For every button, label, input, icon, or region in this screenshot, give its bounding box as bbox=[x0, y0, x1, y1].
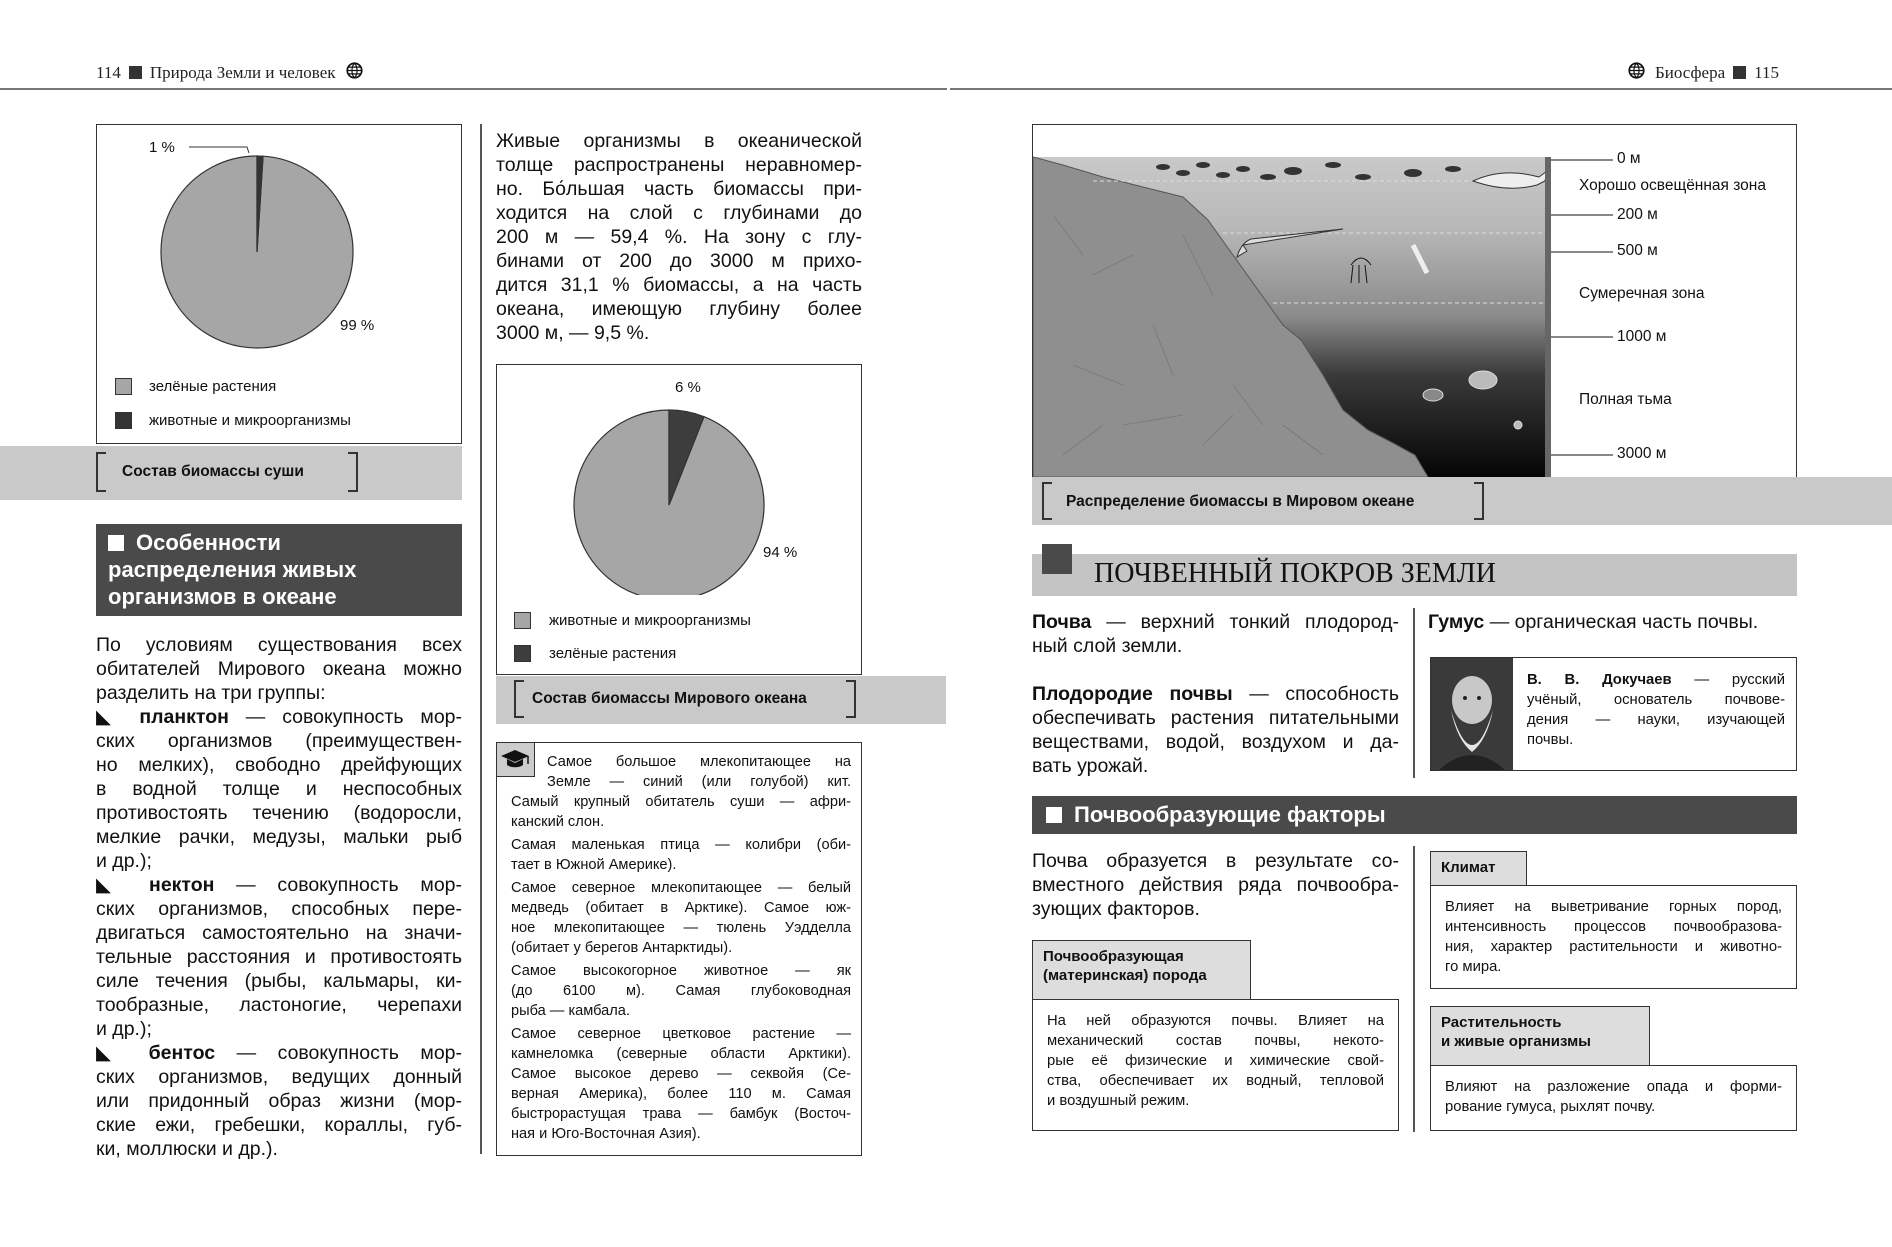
text-line: или придонный образ жизни (мор- bbox=[96, 1090, 462, 1112]
term-nekton: нектон bbox=[149, 874, 215, 896]
right-page-number: 115 bbox=[1754, 63, 1780, 82]
text-line: обитателей Мирового океана можно bbox=[96, 658, 462, 680]
pie-label-small: 6 % bbox=[675, 379, 701, 396]
term-soil: Почва bbox=[1032, 611, 1092, 633]
text-line: противостоять течению (водоросли, bbox=[96, 802, 462, 824]
text-line: толще распространены неравномер- bbox=[496, 154, 862, 176]
heading-square-icon bbox=[1046, 807, 1062, 823]
land-biomass-chart bbox=[96, 124, 462, 444]
text-line: — совокупность мор- bbox=[215, 1042, 463, 1064]
term-benthos: бентос bbox=[148, 1042, 216, 1064]
heading-line-1: Особенности bbox=[136, 530, 281, 555]
text-line: но мелких), свободно дрейфующих bbox=[96, 754, 462, 776]
text-line: рые её физические и химические свой- bbox=[1047, 1053, 1384, 1069]
header-square-icon bbox=[129, 66, 142, 79]
text-line: ходится на слой с глубинами до bbox=[496, 202, 862, 224]
text-line: го мира. bbox=[1445, 959, 1502, 975]
text-line: ских организмов (преимуществен- bbox=[96, 730, 462, 752]
text-line: Влияет на выветривание горных пород, bbox=[1445, 899, 1782, 915]
legend-label-green-plants: зелёные растения bbox=[549, 645, 677, 662]
text-line: силе течения (рыбы, кальмары, ки- bbox=[96, 970, 462, 992]
text-line: Самый крупный обитатель суши — афри- bbox=[511, 794, 851, 810]
text-line: быстрорастущая трава — бамбук (Восточ- bbox=[511, 1106, 851, 1122]
heading-line-3: организмов в океане bbox=[108, 584, 337, 609]
pie-leader-line bbox=[189, 147, 249, 153]
text-line: мелкие рачки, медузы, мальки рыб bbox=[96, 826, 462, 848]
text-line: вместного действия ряда почвообра- bbox=[1032, 874, 1399, 896]
climate-tag bbox=[1430, 851, 1527, 886]
legend-swatch-animals bbox=[115, 412, 132, 429]
ocean-pie-chart bbox=[497, 365, 863, 595]
soil-chapter-title: ПОЧВЕННЫЙ ПОКРОВ ЗЕМЛИ bbox=[1094, 558, 1496, 589]
text-line: в водной толще и неспособных bbox=[96, 778, 462, 800]
text-line: камнеломка (северные области Арктики). bbox=[511, 1046, 851, 1062]
legend-swatch-green-plants bbox=[115, 378, 132, 395]
left-running-header bbox=[96, 62, 363, 83]
depth-label-200: 200 м bbox=[1617, 206, 1658, 223]
legend-swatch-animals bbox=[514, 612, 531, 629]
text-line: верная Америка), более 110 м. Самая bbox=[511, 1086, 851, 1102]
text-line: Растительность bbox=[1441, 1014, 1562, 1031]
text-line: 200 м — 59,4 %. На зону с глу- bbox=[496, 226, 862, 248]
legend-label-animals: животные и микроорганизмы bbox=[549, 612, 751, 629]
climate-title: Климат bbox=[1441, 859, 1496, 876]
right-header-title: Биосфера bbox=[1655, 63, 1726, 82]
text-line: Самое большое млекопитающее на bbox=[547, 754, 851, 770]
depth-label-1000: 1000 м bbox=[1617, 328, 1667, 345]
column-divider bbox=[1413, 608, 1415, 778]
benthos-item bbox=[96, 1041, 462, 1065]
text-line: ские ежи, гребешки, кораллы, губ- bbox=[96, 1114, 462, 1136]
parent-rock-box bbox=[1032, 999, 1399, 1131]
caption-bracket-left bbox=[96, 452, 106, 492]
text-line: 3000 м, — 9,5 %. bbox=[496, 322, 650, 344]
right-header-rule bbox=[950, 88, 1892, 90]
text-line: и живые организмы bbox=[1441, 1033, 1591, 1050]
soil-definition bbox=[1032, 610, 1399, 634]
text-line: — совокупность мор- bbox=[214, 874, 463, 896]
legend-label-green-plants: зелёные растения bbox=[149, 378, 277, 395]
pie-label-large: 99 % bbox=[340, 317, 375, 334]
climate-box bbox=[1430, 885, 1797, 989]
ocean-section-heading bbox=[96, 524, 462, 616]
depth-label-3000: 3000 м bbox=[1617, 445, 1667, 462]
legend-label-animals: животные и микроорганизмы bbox=[149, 412, 351, 429]
dokuchaev-portrait bbox=[1431, 658, 1513, 770]
fertility-definition bbox=[1032, 682, 1399, 706]
text-line: Самое высокое дерево — секвойя (Се- bbox=[511, 1066, 851, 1082]
text-line: дится 31,1 % биомассы, а на часть bbox=[496, 274, 862, 296]
left-header-title: Природа Земли и человек bbox=[149, 63, 336, 82]
text-line: тельные расстояния и противостоять bbox=[96, 946, 462, 968]
text-line: рование гумуса, рыхлят почву. bbox=[1445, 1099, 1656, 1115]
left-page-number: 114 bbox=[96, 63, 121, 82]
zone-label-twilight: Сумеречная зона bbox=[1579, 285, 1705, 302]
text-line: разделить на три группы: bbox=[96, 682, 326, 704]
text-line: почвы. bbox=[1527, 732, 1574, 748]
caption-bracket-right bbox=[1474, 482, 1484, 520]
text-line: Живые организмы в океанической bbox=[496, 130, 862, 152]
column-divider bbox=[1413, 846, 1415, 1132]
pie-label-large: 94 % bbox=[763, 544, 798, 561]
text-line: Самое высокогорное животное — як bbox=[511, 963, 851, 979]
text-line: Почва образуется в результате со- bbox=[1032, 850, 1399, 872]
land-chart-caption: Состав биомассы суши bbox=[122, 463, 304, 480]
legend-swatch-green-plants bbox=[514, 645, 531, 662]
pie-label-small: 1 % bbox=[149, 139, 175, 156]
text-line: Влияют на разложение опада и форми- bbox=[1445, 1079, 1782, 1095]
soil-definitions bbox=[1032, 610, 1399, 778]
zone-label-sunlit: Хорошо освещённая зона bbox=[1579, 177, 1766, 194]
text-line: ки, моллюски и др.). bbox=[96, 1138, 278, 1160]
dokuchaev-card bbox=[1430, 657, 1797, 771]
text-line: (до 6100 м). Самая глубоководная bbox=[511, 983, 851, 999]
heading-block-icon bbox=[1042, 544, 1072, 574]
text-line: учёный, основатель почвове- bbox=[1527, 692, 1785, 708]
text-line: и воздушный режим. bbox=[1047, 1093, 1190, 1109]
caption-bracket-right bbox=[348, 452, 358, 492]
text-line: но. Бо́льшая часть биомассы при- bbox=[496, 178, 862, 200]
dokuchaev-name: В. В. Докучаев bbox=[1527, 672, 1672, 688]
ocean-intro-text bbox=[496, 129, 862, 345]
globe-icon bbox=[1628, 62, 1645, 79]
text-line: — способность bbox=[1232, 683, 1399, 705]
land-pie-chart bbox=[97, 125, 463, 365]
globe-icon bbox=[346, 62, 363, 79]
triangle-bullet-icon: ◣ bbox=[96, 1042, 149, 1064]
text-line: Почвообразующая bbox=[1043, 948, 1184, 965]
text-line: канский слон. bbox=[511, 814, 605, 830]
text-line: На ней образуются почвы. Влияет на bbox=[1047, 1013, 1384, 1029]
facts-box bbox=[496, 742, 862, 1156]
text-line: Самое северное цветковое растение — bbox=[511, 1026, 851, 1042]
text-line: обеспечивать растения питательными bbox=[1032, 707, 1399, 729]
term-humus: Гумус bbox=[1428, 611, 1485, 633]
text-line: (материнская) порода bbox=[1043, 967, 1207, 984]
text-line: — русский bbox=[1671, 672, 1785, 688]
text-line: Самое северное млекопитающее — белый bbox=[511, 880, 851, 896]
text-line: тообразные, ластоногие, черепахи bbox=[96, 994, 462, 1016]
caption-bracket-left bbox=[1042, 482, 1052, 520]
text-line: Земле — синий (или голубой) кит. bbox=[547, 774, 851, 790]
text-line: медведь (обитает в Арктике). Самое юж- bbox=[511, 900, 851, 916]
text-line: ная и Юго-Восточная Азия). bbox=[511, 1126, 701, 1142]
ocean-groups-text bbox=[96, 633, 462, 1161]
factors-intro bbox=[1032, 849, 1399, 921]
parent-rock-tag bbox=[1032, 940, 1251, 1000]
text-line: ских организмов, ведущих донный bbox=[96, 1066, 462, 1088]
plankton-item bbox=[96, 705, 462, 729]
text-line: Самая маленькая птица — колибри (оби- bbox=[511, 837, 851, 853]
triangle-bullet-icon: ◣ bbox=[96, 874, 150, 896]
caption-bracket-left bbox=[514, 680, 524, 718]
text-line: и др.); bbox=[96, 1018, 152, 1040]
vegetation-tag bbox=[1430, 1006, 1650, 1066]
vegetation-box bbox=[1430, 1065, 1797, 1131]
text-line: ный слой земли. bbox=[1032, 635, 1183, 657]
depth-label-0: 0 м bbox=[1617, 150, 1641, 167]
dokuchaev-line bbox=[1527, 670, 1785, 690]
text-line: — совокупность мор- bbox=[228, 706, 462, 728]
text-line: — верхний тонкий плодород- bbox=[1091, 611, 1399, 633]
ocean-depth-diagram bbox=[1032, 124, 1797, 478]
text-line: ное млекопитающее — тюлень Уэдделла bbox=[511, 920, 851, 936]
text-line: зующих факторов. bbox=[1032, 898, 1200, 920]
zone-label-darkness: Полная тьма bbox=[1579, 391, 1672, 408]
graduation-cap-icon bbox=[497, 743, 535, 777]
soil-chapter-heading bbox=[1032, 544, 1797, 596]
ocean-chart-caption: Состав биомассы Мирового океана bbox=[532, 690, 807, 707]
diagram-caption: Распределение биомассы в Мировом океане bbox=[1066, 493, 1415, 510]
text-line: тает в Южной Америке). bbox=[511, 857, 677, 873]
ocean-biomass-chart bbox=[496, 364, 862, 675]
depth-label-500: 500 м bbox=[1617, 242, 1658, 259]
factors-title: Почвообразующие факторы bbox=[1074, 802, 1386, 827]
term-plankton: планктон bbox=[139, 706, 229, 728]
text-line: бинами от 200 до 3000 м прихо- bbox=[496, 250, 862, 272]
text-line: ства, обеспечивает их водный, тепловой bbox=[1047, 1073, 1384, 1089]
text-line: дения — науки, изучающей bbox=[1527, 712, 1785, 728]
heading-square-icon bbox=[108, 535, 124, 551]
text-line: и др.); bbox=[96, 850, 152, 872]
text-line: (обитает у берегов Антарктиды). bbox=[511, 940, 733, 956]
right-running-header bbox=[1628, 62, 1779, 83]
header-square-icon bbox=[1733, 66, 1746, 79]
heading-line-2: распределения живых bbox=[108, 557, 357, 582]
nekton-item bbox=[96, 873, 462, 897]
text-line: рыба — камбала. bbox=[511, 1003, 630, 1019]
text-line: веществами, водой, воздухом и да- bbox=[1032, 731, 1399, 753]
text-line: океана, имеющую глубину более bbox=[496, 298, 862, 320]
column-divider bbox=[480, 124, 482, 1154]
triangle-bullet-icon: ◣ bbox=[96, 706, 140, 728]
text-line: вать урожай. bbox=[1032, 755, 1149, 777]
text-line: интенсивность процессов почвообразова- bbox=[1445, 919, 1782, 935]
humus-definition bbox=[1428, 610, 1797, 634]
left-header-rule bbox=[0, 88, 947, 90]
text-line: По условиям существования всех bbox=[96, 634, 462, 656]
factors-heading bbox=[1032, 796, 1797, 834]
text-line: двигаться самостоятельно на значи- bbox=[96, 922, 462, 944]
term-fertility: Плодородие почвы bbox=[1032, 683, 1233, 705]
text-line: ских организмов, способных пере- bbox=[96, 898, 462, 920]
humus-text: — органическая часть почвы. bbox=[1484, 611, 1759, 633]
caption-bracket-right bbox=[846, 680, 856, 718]
text-line: ния, характер растительности и животно- bbox=[1445, 939, 1782, 955]
text-line: механический состав почвы, некото- bbox=[1047, 1033, 1384, 1049]
